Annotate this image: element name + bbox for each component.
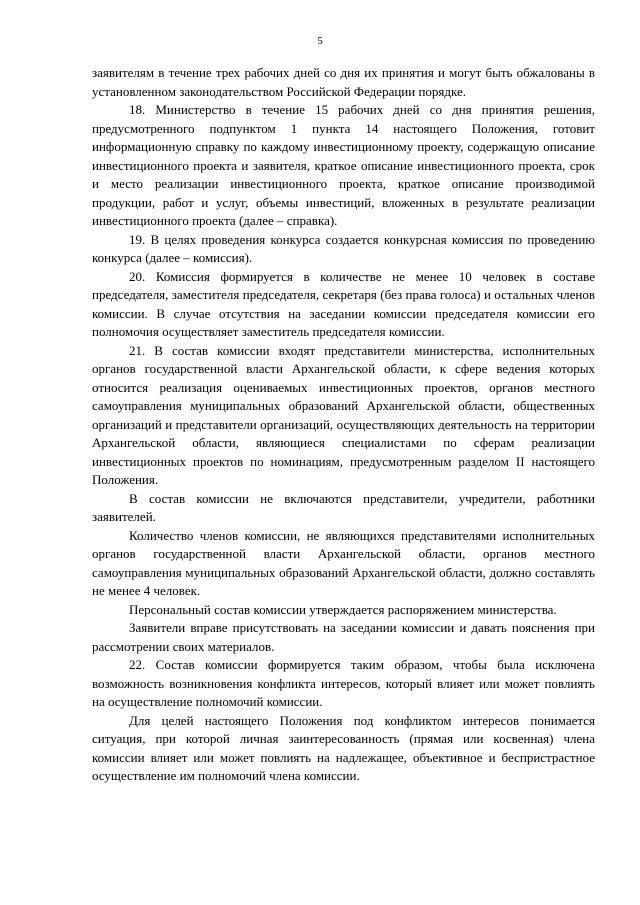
document-body [92, 64, 595, 786]
paragraph-member-count: Количество членов комиссии, не являющихся представителями исполнительных органов государственной власти Архангельской области, органов местного самоуправления муниципальных образований Архангельской области, должно составлять не менее 4 человек. [92, 527, 595, 598]
paragraph-applicants-presence: Заявители вправе присутствовать на заседании комиссии и давать пояснения при рассмотрении своих материалов. [92, 620, 595, 654]
paragraph-exclusion: В состав комиссии не включаются представители, учредители, работники заявителей. [92, 490, 595, 524]
page-number: 5 [317, 35, 323, 47]
paragraph-continuation: заявителям в течение трех рабочих дней со дня их принятия и могут быть обжалованы в установленном законодательством Российской Федерации порядке. [92, 65, 595, 99]
paragraph-conflict-definition: Для целей настоящего Положения под конфликтом интересов понимается ситуация, при которой личная заинтересованность (прямая или косвенная) члена комиссии влияет или может повлиять на надлежащее, объективное и беспристрастное осуществление им полномочий члена комиссии. [92, 712, 595, 783]
paragraph-item-19: 19. В целях проведения конкурса создается конкурсная комиссия по проведению конкурса (далее – комиссия). [92, 231, 595, 265]
paragraph-personal-composition: Персональный состав комиссии утверждается распоряжением министерства. [129, 601, 557, 617]
paragraph-item-21: 21. В состав комиссии входят представители министерства, исполнительных органов государственной власти Архангельской области, к сфере ведения которых относится реализация оцениваемых инвестиционных проектов, органов местного самоуправления муниципальных образований Архангельской области, общественных организаций и представители организаций, осуществляющих деятельность на территории Архангельской области, являющиеся специалистами по сферам реализации инвестиционных проектов по номинациям, предусмотренным разделом II настоящего Положения. [92, 342, 595, 487]
paragraph-item-18: 18. Министерство в течение 15 рабочих дней со дня принятия решения, предусмотренного подпунктом 1 пункта 14 настоящего Положения, готовит информационную справку по каждому инвестиционному проекту, содержащую описание инвестиционного проекта и заявителя, краткое описание инвестиционного проекта, срок и место реализации инвестиционного проекта, краткое описание производимой продукции, работ и услуг, объемы инвестиций, вложенных в результате реализации инвестиционного проекта (далее – справка). [92, 102, 595, 228]
paragraph-item-22: 22. Состав комиссии формируется таким образом, чтобы была исключена возможность возникновения конфликта интересов, который влияет или может повлиять на осуществление полномочий комиссии. [92, 657, 595, 709]
paragraph-item-20: 20. Комиссия формируется в количестве не менее 10 человек в составе председателя, заместителя председателя, секретаря (без права голоса) и остальных членов комиссии. В случае отсутствия на заседании комиссии председателя комиссии его полномочия осуществляет заместитель председателя комиссии. [92, 268, 595, 339]
